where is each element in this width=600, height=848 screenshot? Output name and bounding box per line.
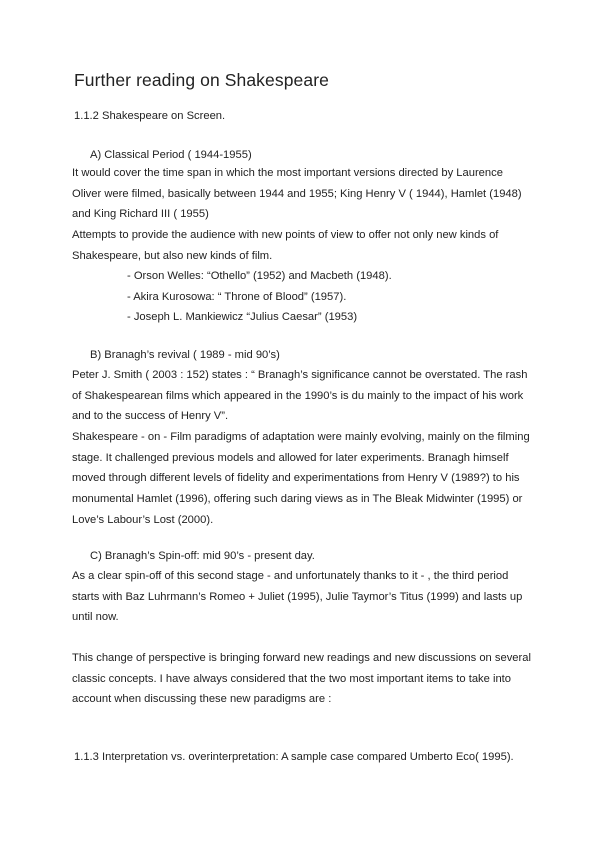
period-b-p1-line: and to the success of Henry V”. [72, 410, 229, 423]
closing-line: classic concepts. I have always considered that the two most important items to take into [72, 672, 512, 685]
period-b-p2-line: Shakespeare - on - Film paradigms of adaptation were mainly evolving, mainly on the filming [72, 431, 530, 443]
period-a-p1-line: Oliver were filmed, basically between 1944 and 1955; King Henry V ( 1944), Hamlet (1948) [72, 187, 522, 200]
section-heading-1-1-2: 1.1.2 Shakespeare on Screen. [74, 110, 226, 122]
film-list-item: - Orson Welles: “Othello” (1952) and Macbeth (1948). [127, 270, 392, 282]
period-b-p2-line: stage. It challenged previous models and allowed for later experiments. Branagh himself [72, 451, 509, 464]
closing-line: account when discussing these new paradigms are : [72, 693, 332, 706]
period-c-line: As a clear spin-off of this second stage - and unfortunately thanks to it - , the third period [72, 570, 509, 582]
period-a-p2-line: Attempts to provide the audience with new points of view to offer not only new kinds of [72, 229, 499, 241]
period-a-p1-line: and King Richard III ( 1955) [72, 208, 209, 221]
period-c-heading: C) Branagh’s Spin-off: mid 90’s - present day. [90, 550, 315, 562]
period-b-heading: B) Branagh’s revival ( 1989 - mid 90’s) [90, 349, 280, 361]
closing-line: This change of perspective is bringing forward new readings and new discussions on several [72, 652, 531, 664]
period-b-p1-line: Peter J. Smith ( 2003 : 152) states : “ Branagh’s significance cannot be overstated. The rash [72, 369, 528, 381]
period-a-paragraph-1 [72, 163, 542, 225]
section-heading-1-1-3: 1.1.3 Interpretation vs. overinterpretation: A sample case compared Umberto Eco( 1995). [74, 751, 514, 763]
period-b-p1-line: of Shakespearean films which appeared in the 1990’s is du mainly to the impact of his work [72, 389, 524, 402]
period-c-line: until now. [72, 611, 119, 624]
film-list-item: - Joseph L. Mankiewicz “Julius Caesar” (1953) [127, 311, 358, 324]
period-a-paragraph-2 [72, 225, 542, 266]
period-b-paragraph-2 [72, 427, 542, 531]
period-b-p2-line: Love’s Labour’s Lost (2000). [72, 513, 214, 526]
closing-paragraph [72, 648, 542, 710]
period-a-p1-line: It would cover the time span in which the most important versions directed by Laurence [72, 167, 503, 179]
film-list-item: - Akira Kurosowa: “ Throne of Blood” (1957). [127, 290, 347, 303]
document-title: Further reading on Shakespeare [74, 70, 329, 90]
period-a-film-list [127, 266, 392, 328]
period-a-heading: A) Classical Period ( 1944-1955) [90, 149, 252, 161]
period-b-paragraph-1 [72, 365, 542, 427]
period-a-p2-line: Shakespeare, but also new kinds of film. [72, 249, 273, 262]
period-b-p2-line: moved through different levels of fidelity and experimentations from Henry V (1989?) to his [72, 472, 520, 485]
period-c-line: starts with Baz Luhrmann’s Romeo + Juliet (1995), Julie Taymor’s Titus (1999) and lasts up [72, 590, 523, 603]
period-b-p2-line: monumental Hamlet (1996), offering such daring views as in The Bleak Midwinter (1995) or [72, 493, 523, 506]
period-c-paragraph [72, 566, 542, 628]
